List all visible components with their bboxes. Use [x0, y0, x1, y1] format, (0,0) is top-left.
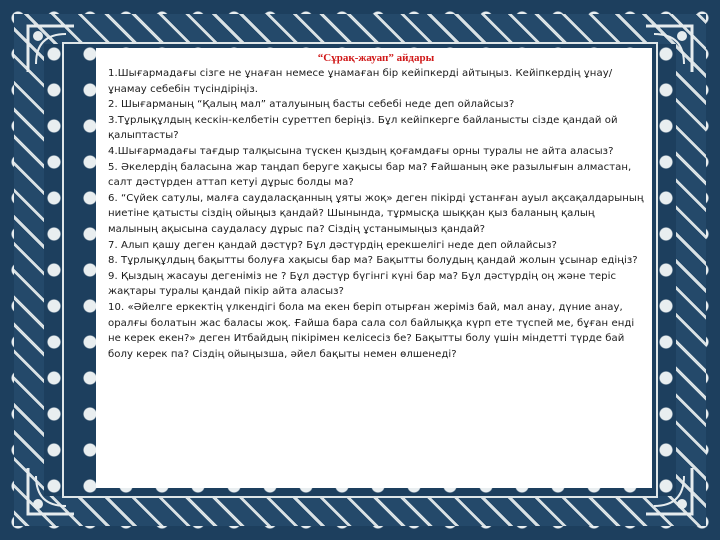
- question-7: 7. Алып қашу деген қандай дәстүр? Бұл дәстүрдің ерекшелігі неде деп ойлайсыз?: [108, 239, 557, 251]
- question-6: 6. “Сүйек сатулы, малға саудаласқанның ұяты жоқ» деген пікірді ұстанған ауыл ақсақалдарының ниетіне қатысты сіздің ойыңыз қандай? Шынында, тұрмысқа шыққан қыз баланың қалың малының ақысына саудаласу дұрыс па? Сіздің ұстанымыңыз қандай?: [108, 192, 644, 235]
- question-10: 10. «Әйелге еркектің үлкендігі бола ма екен беріп отырған жеріміз бай, мал анау, дүние анау, оралғы болатын жас баласы жоқ. Ғайша бара сала сол байлыққа күрп ете түспей ме, бұған енді не керек екен?» деген Итбайдың пікірімен келісесіз бе? Бақытты болу үшін міндетті түрде бай болу керек па? Сіздің ойыңызша, әйел бақыты немен өлшенеді?: [108, 301, 635, 360]
- question-9: 9. Қыздың жасауы дегеніміз не ? Бұл дәстүр бүгінгі күні бар ма? Бұл дәстүрдің оң және теріс жақтары туралы қандай пікір айта аласыз?: [108, 270, 617, 298]
- question-2: 2. Шығарманың “Қалың мал” аталуының басты себебі неде деп ойлайсыз?: [108, 99, 515, 111]
- content-panel: [96, 48, 652, 488]
- question-8: 8. Тұрлықұлдың бақытты болуға хақысы бар ма? Бақытты болудың қандай жолын ұсынар едіңіз?: [108, 255, 638, 267]
- question-1: 1.Шығармадағы сізге не ұнаған немесе ұнамаған бір кейіпкерді айтыңыз. Кейіпкердің ұнау/ұнамау себебін түсіндіріңіз.: [108, 68, 613, 95]
- question-4: 4.Шығармадағы тағдыр талқысына түскен қыздың қоғамдағы орны туралы не айта аласыз?: [108, 145, 614, 157]
- question-3: 3.Тұрлықұлдың кескін-келбетін суреттеп беріңіз. Бұл кейіпкерге байланысты сізде қандай ой қалыптасты?: [108, 114, 618, 142]
- corner-ornament-icon: [24, 22, 78, 76]
- question-5: 5. Әкелердің баласына жар таңдап беруге хақысы бар ма? Ғайшаның әке разылығын алмастан, салт дәстүрден аттап кетуі дұрыс болды ма?: [108, 161, 632, 189]
- corner-ornament-icon: [24, 464, 78, 518]
- slide-title: “Сұрақ-жауап” айдары: [317, 52, 435, 64]
